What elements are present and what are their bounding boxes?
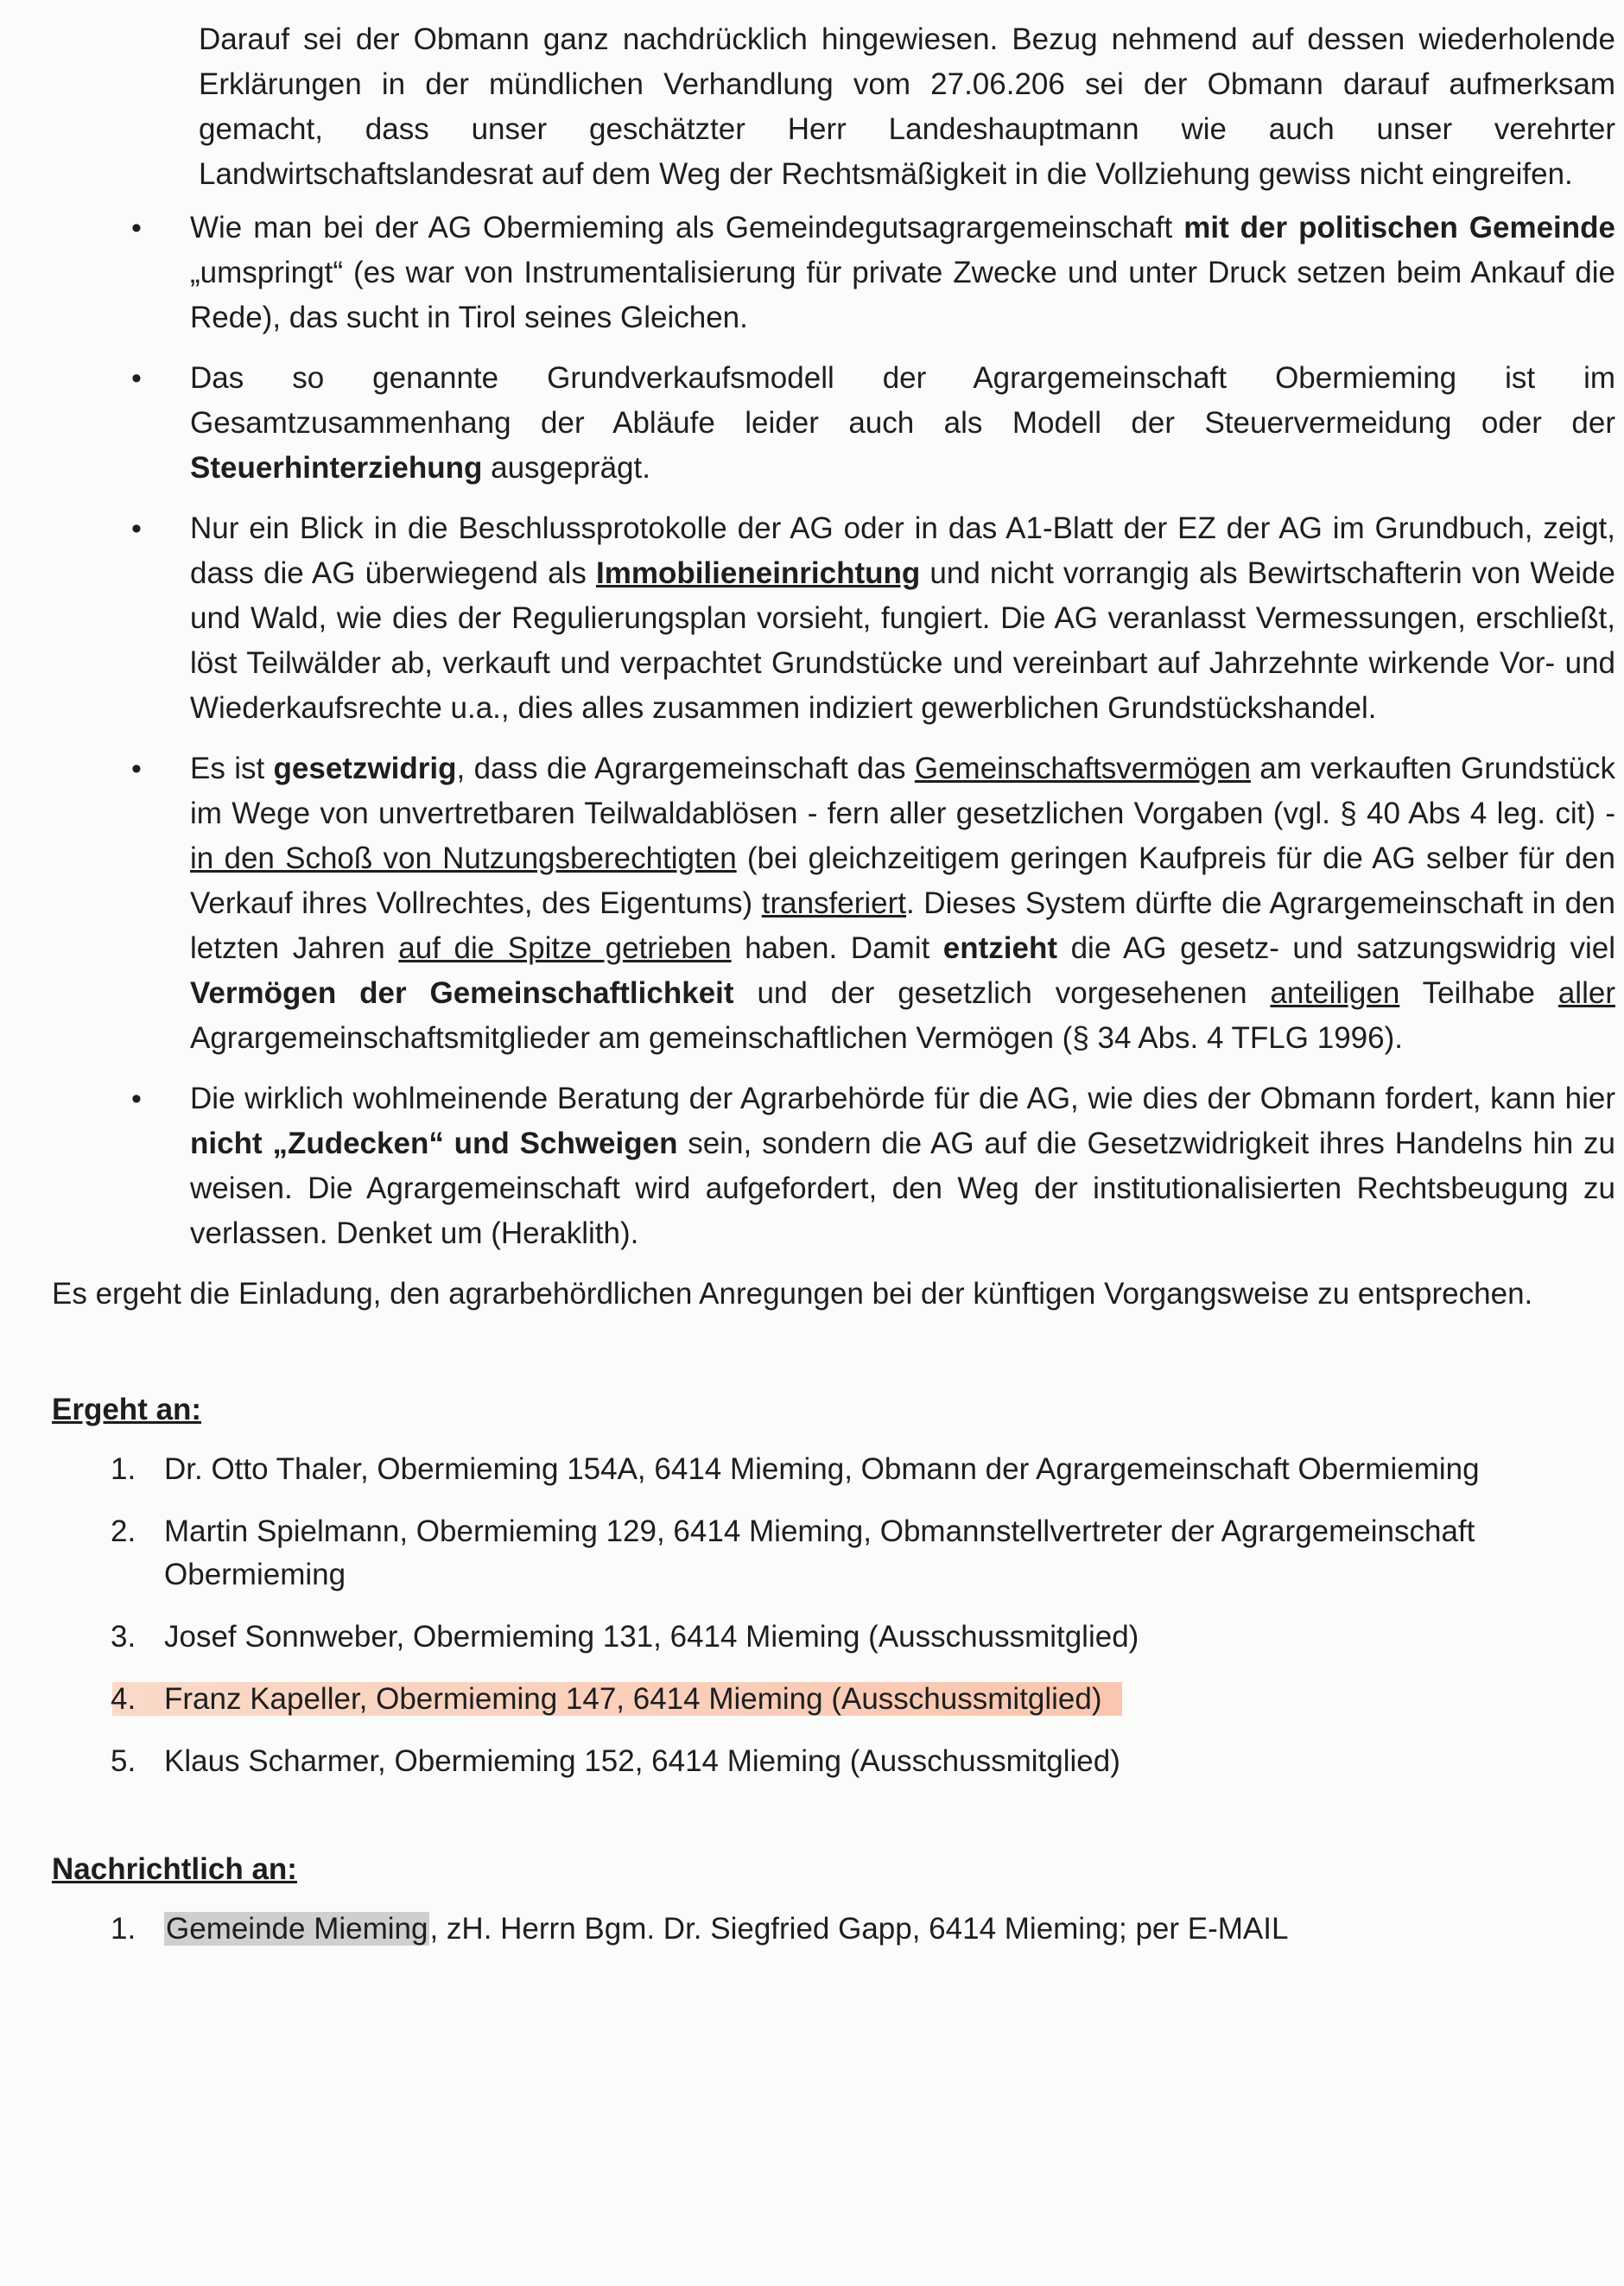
- recipient-item: [111, 1740, 1624, 1783]
- cc-text: , zH. Herrn Bgm. Dr. Siegfried Gapp, 6414 Mieming; per E-MAIL: [429, 1912, 1289, 1946]
- item-number: 3.: [111, 1620, 136, 1654]
- recipient-text: Klaus Scharmer, Obermieming 152, 6414 Mieming (Ausschussmitglied): [164, 1744, 1120, 1778]
- item-number: 1.: [111, 1912, 136, 1946]
- recipients-heading: Ergeht an:: [52, 1393, 202, 1426]
- recipient-text: Franz Kapeller, Obermieming 147, 6414 Mieming (Ausschussmitglied): [164, 1682, 1102, 1716]
- list-item: • Nur ein Blick in die Beschlussprotokolle der AG oder in das A1-Blatt der EZ der AG im Grundbuch, zeigt, dass die AG überwiegend als Immobilieneinrichtung und nicht vorrangig als Bewirtschafterin von Weide und Wald, wie dies der Regulierungsplan vorsieht, fungiert. Die AG veranlasst Vermessungen, erschließt, löst Teilwälder ab, verkauft und verpachtet Grundstücke und vereinbart auf Jahrzehnte wirkende Vor- und Wiederkaufsrechte u.a., dies alles zusammen indiziert gewerblichen Grundstückshandel.: [190, 506, 1615, 731]
- recipient-text: Dr. Otto Thaler, Obermieming 154A, 6414 Mieming, Obmann der Agrargemeinschaft Obermieming: [164, 1452, 1480, 1486]
- item-number: 4.: [111, 1682, 136, 1716]
- recipient-item: [111, 1616, 1624, 1659]
- list-item: • Die wirklich wohlmeinende Beratung der Agrarbehörde für die AG, wie dies der Obmann fordert, kann hier nicht „Zudecken“ und Schweigen sein, sondern die AG auf die Gesetzwidrigkeit ihres Handelns hin zu weisen. Die Agrargemeinschaft wird aufgefordert, den Weg der institutionalisierten Rechtsbeugung zu verlassen. Denket um (Heraklith).: [190, 1076, 1615, 1256]
- recipients-list: [52, 1448, 1607, 1783]
- recipient-text: Josef Sonnweber, Obermieming 131, 6414 Mieming (Ausschussmitglied): [164, 1620, 1139, 1654]
- recipient-item: [111, 1448, 1624, 1491]
- marker-highlight: [112, 1682, 1122, 1716]
- cc-highlighted-name: Gemeinde Mieming: [166, 1912, 428, 1946]
- recipient-item-highlighted: [111, 1678, 1624, 1721]
- bullet-icon: •: [131, 752, 142, 785]
- bullet-icon: •: [131, 512, 142, 545]
- cc-item: [111, 1908, 1624, 1951]
- list-item: • Das so genannte Grundverkaufsmodell der Agrargemeinschaft Obermieming ist im Gesamtzusammenhang der Abläufe leider auch als Modell der Steuervermeidung oder der Steuerhinterziehung ausgeprägt.: [190, 356, 1615, 491]
- intro-paragraph: Darauf sei der Obmann ganz nachdrücklich hingewiesen. Bezug nehmend auf dessen wiederholende Erklärungen in der mündlichen Verhandlung vom 27.06.206 sei der Obmann darauf aufmerksam gemacht, dass unser geschätzter Herr Landeshauptmann wie auch unser verehrter Landwirtschaftslandesrat auf dem Weg der Rechtsmäßigkeit in die Vollziehung gewiss nicht eingreifen.: [199, 22, 1615, 191]
- cc-list: [52, 1908, 1607, 1951]
- recipient-text: Martin Spielmann, Obermieming 129, 6414 Mieming, Obmannstellvertreter der Agrargemeinschaft Obermieming: [164, 1514, 1475, 1591]
- cc-heading: Nachrichtlich an:: [52, 1852, 297, 1886]
- recipient-item: [111, 1510, 1624, 1597]
- list-item: • Wie man bei der AG Obermieming als Gemeindegutsagrargemeinschaft mit der politischen Gemeinde „umspringt“ (es war von Instrumentalisierung für private Zwecke und unter Druck setzen beim Ankauf die Rede), das sucht in Tirol seines Gleichen.: [190, 206, 1615, 340]
- item-number: 5.: [111, 1744, 136, 1778]
- bullet-icon: •: [131, 362, 142, 395]
- bullet-icon: •: [131, 1083, 142, 1115]
- closing-paragraph: Es ergeht die Einladung, den agrarbehördlichen Anregungen bei der künftigen Vorgangsweise zu entsprechen.: [52, 1277, 1533, 1311]
- bullet-icon: •: [131, 212, 142, 244]
- list-item: • Es ist gesetzwidrig, dass die Agrargemeinschaft das Gemeinschaftsvermögen am verkauften Grundstück im Wege von unvertretbaren Teilwaldablösen - fern aller gesetzlichen Vorgaben (vgl. § 40 Abs 4 leg. cit) - in den Schoß von Nutzungsberechtigten (bei gleichzeitigem geringen Kaufpreis für die AG selber für den Verkauf ihres Vollrechtes, des Eigentums) transferiert. Dieses System dürfte die Agrargemeinschaft in den letzten Jahren auf die Spitze getrieben haben. Damit entzieht die AG gesetz- und satzungswidrig viel Vermögen der Gemeinschaftlichkeit und der gesetzlich vorgesehenen anteiligen Teilhabe aller Agrargemeinschaftsmitglieder am gemeinschaftlichen Vermögen (§ 34 Abs. 4 TFLG 1996).: [190, 746, 1615, 1061]
- item-number: 2.: [111, 1514, 136, 1548]
- argument-list: [52, 206, 1615, 1256]
- item-number: 1.: [111, 1452, 136, 1486]
